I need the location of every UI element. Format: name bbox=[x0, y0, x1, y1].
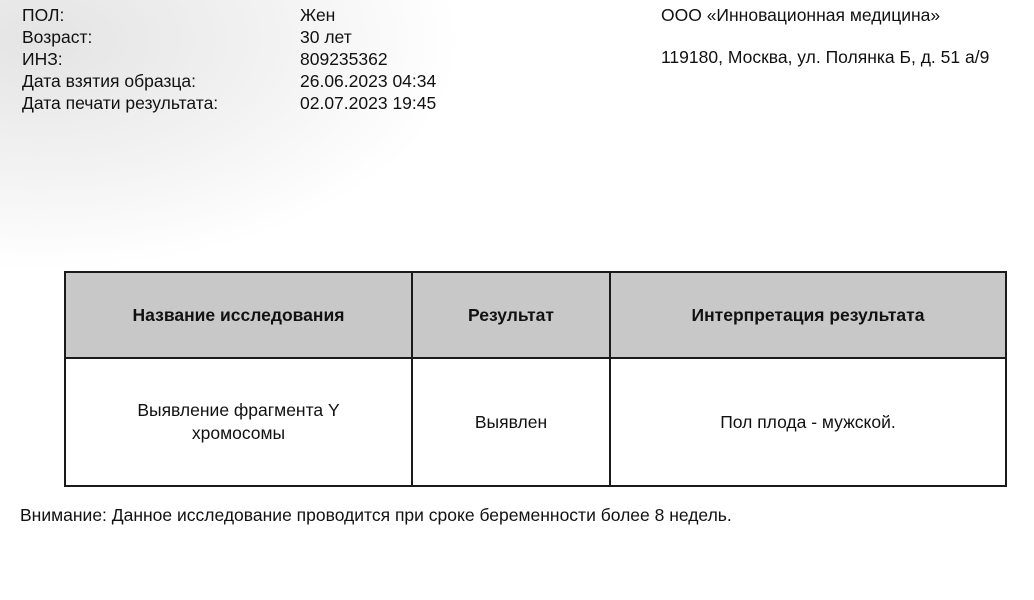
patient-inz-label: ИНЗ: bbox=[22, 49, 63, 69]
results-header-row bbox=[65, 272, 1006, 358]
attention-note: Внимание: Данное исследование проводится при сроке беременности более 8 недель. bbox=[20, 505, 732, 525]
print-date-value: 02.07.2023 19:45 bbox=[300, 93, 437, 113]
cell-result: Выявлен bbox=[412, 358, 610, 486]
header-interpretation: Интерпретация результата bbox=[610, 272, 1006, 358]
patient-inz-value: 809235362 bbox=[300, 49, 388, 69]
cell-test-name bbox=[65, 358, 412, 486]
patient-sex-label: ПОЛ: bbox=[22, 5, 65, 25]
results-table bbox=[64, 271, 1007, 487]
cell-interpretation: Пол плода - мужской. bbox=[610, 358, 1006, 486]
test-name-line-1: Выявление фрагмента Y bbox=[137, 400, 340, 420]
organization-address: 119180, Москва, ул. Полянка Б, д. 51 а/9 bbox=[661, 47, 990, 67]
patient-age-value: 30 лет bbox=[300, 27, 352, 47]
print-date-label: Дата печати результата: bbox=[22, 93, 219, 113]
table-row bbox=[65, 358, 1006, 486]
print-date-row bbox=[22, 92, 436, 114]
sample-date-row bbox=[22, 70, 436, 92]
sample-date-label: Дата взятия образца: bbox=[22, 71, 197, 91]
header-result: Результат bbox=[412, 272, 610, 358]
patient-age-row bbox=[22, 26, 352, 48]
test-name-line-2: хромосомы bbox=[191, 423, 286, 443]
patient-sex-value: Жен bbox=[300, 5, 336, 25]
patient-sex-row bbox=[22, 4, 335, 26]
patient-inz-row bbox=[22, 48, 388, 70]
header-test-name: Название исследования bbox=[65, 272, 412, 358]
organization-name: ООО «Инновационная медицина» bbox=[661, 5, 941, 25]
patient-age-label: Возраст: bbox=[22, 27, 93, 47]
sample-date-value: 26.06.2023 04:34 bbox=[300, 71, 437, 91]
